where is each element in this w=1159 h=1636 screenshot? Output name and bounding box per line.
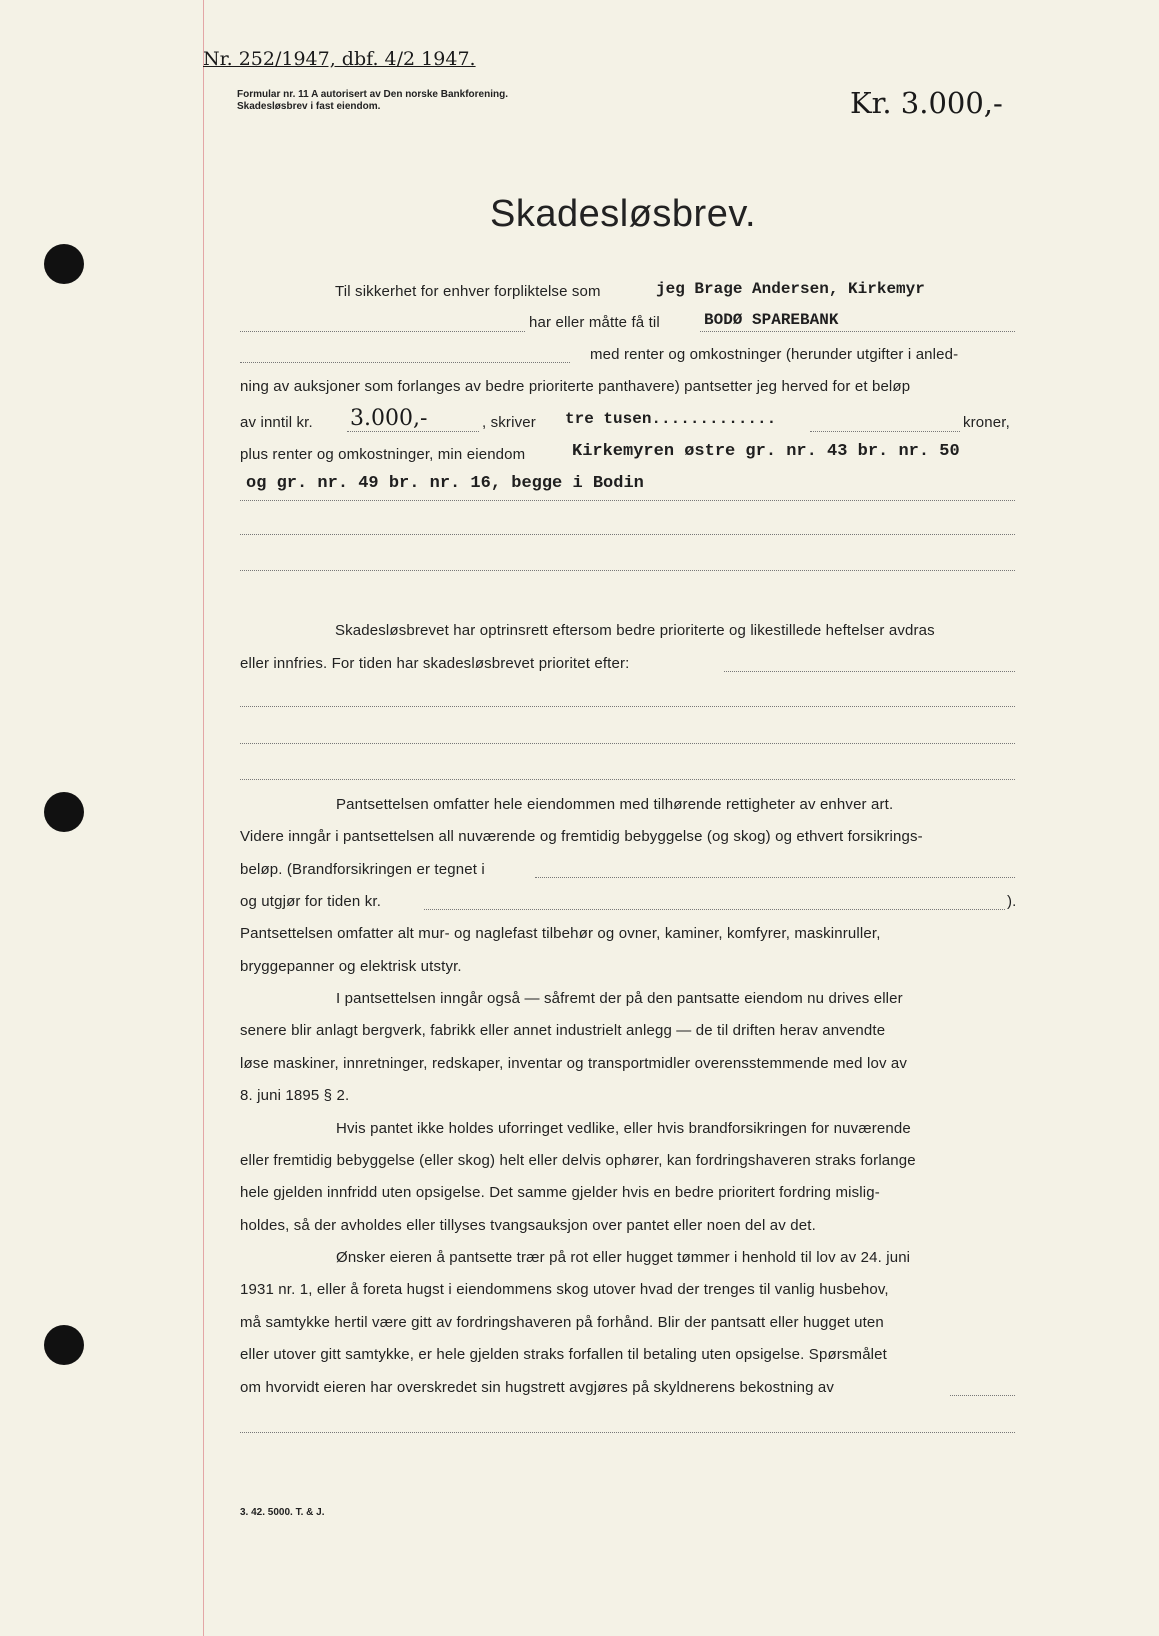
s3-line11: Hvis pantet ikke holdes uforringet vedlike, eller hvis brandforsikringen for nuværende xyxy=(336,1120,911,1137)
s3-line15: Ønsker eieren å pantsette trær på rot eller hugget tømmer i henhold til lov av 24. juni xyxy=(336,1249,911,1266)
s3-line7: I pantsettelsen inngår også — såfremt der på den pantsatte eiendom nu drives eller xyxy=(336,990,903,1007)
document-title: Skadesløsbrev. xyxy=(490,193,757,235)
blank-line xyxy=(240,706,1015,707)
s3-line12: eller fremtidig bebyggelse (eller skog) helt eller delvis ophører, kan fordringshaveren straks forlange xyxy=(240,1152,916,1169)
s2-line2: eller innfries. For tiden har skadesløsbrevet prioritet efter: xyxy=(240,655,630,672)
s3-line16: 1931 nr. 1, eller å foreta hugst i eiendommens skog utover hvad der trenges til vanlig husbehov, xyxy=(240,1281,889,1298)
margin-rule xyxy=(203,0,204,1636)
s3-line10: 8. juni 1895 § 2. xyxy=(240,1087,350,1104)
s1-line1-text: Til sikkerhet for enhver forpliktelse som xyxy=(335,283,601,300)
s1-line5-suffix: kroner, xyxy=(963,414,1010,431)
amount-figure: 3.000,- xyxy=(350,406,428,431)
blank-line xyxy=(240,362,570,363)
blank-line xyxy=(950,1395,1015,1396)
s3-line9: løse maskiner, innretninger, redskaper, inventar og transportmidler overensstemmende med lov av xyxy=(240,1055,908,1072)
blank-line xyxy=(535,877,1015,878)
blank-line xyxy=(700,331,1015,332)
blank-line xyxy=(240,570,1015,571)
blank-line xyxy=(347,431,479,432)
debtor-name: jeg Brage Andersen, Kirkemyr xyxy=(656,280,925,298)
s3-line2: Videre inngår i pantsettelsen all nuværende og fremtidig bebyggelse (og skog) og ethvert forsikrings- xyxy=(240,828,923,845)
s3-line5: Pantsettelsen omfatter alt mur- og naglefast tilbehør og ovner, kaminer, komfyrer, maskinruller, xyxy=(240,925,881,942)
s3-line6: bryggepanner og elektrisk utstyr. xyxy=(240,958,462,975)
amount-header: Kr. 3.000,- xyxy=(850,86,1003,120)
blank-line xyxy=(240,1432,1015,1433)
blank-line xyxy=(240,331,525,332)
form-note-line1: Formular nr. 11 A autorisert av Den norske Bankforening. xyxy=(237,89,509,100)
blank-line xyxy=(240,743,1015,744)
s2-line1: Skadesløsbrevet har optrinsrett eftersom bedre prioriterte og likestillede heftelser avdras xyxy=(335,622,935,639)
s3-line3: beløp. (Brandforsikringen er tegnet i xyxy=(240,861,485,878)
blank-line xyxy=(724,671,1015,672)
s3-line18: eller utover gitt samtykke, er hele gjelden straks forfallen til betaling uten opsigelse. Spørsmålet xyxy=(240,1346,887,1363)
s3-line4-suffix: ). xyxy=(1007,893,1017,910)
punch-hole xyxy=(44,792,84,832)
punch-hole xyxy=(44,1325,84,1365)
print-code: 3. 42. 5000. T. & J. xyxy=(240,1507,325,1518)
blank-line xyxy=(240,534,1015,535)
blank-line xyxy=(424,909,1005,910)
s3-line17: må samtykke hertil være gitt av fordringshaveren på forhånd. Blir der pantsatt eller hugget uten xyxy=(240,1314,884,1331)
s1-line6-text: plus renter og omkostninger, min eiendom xyxy=(240,446,526,463)
s1-line4: ning av auksjoner som forlanges av bedre prioriterte panthavere) pantsetter jeg herved for et beløp xyxy=(240,378,911,395)
registration-note: Nr. 252/1947, dbf. 4/2 1947. xyxy=(203,48,476,70)
s3-line13: hele gjelden innfridd uten opsigelse. Det samme gjelder hvis en bedre prioritert fordring mislig- xyxy=(240,1184,880,1201)
amount-words: tre tusen............. xyxy=(565,410,777,428)
s1-line2-text: har eller måtte få til xyxy=(529,314,660,331)
blank-line xyxy=(240,779,1015,780)
s1-line3: med renter og omkostninger (herunder utgifter i anled- xyxy=(590,346,959,363)
blank-line xyxy=(810,431,960,432)
creditor-name: BODØ SPAREBANK xyxy=(704,311,839,329)
s3-line1: Pantsettelsen omfatter hele eiendommen med tilhørende rettigheter av enhver art. xyxy=(336,796,894,813)
s3-line8: senere blir anlagt bergverk, fabrikk eller annet industrielt anlegg — de til driften herav anvendte xyxy=(240,1022,886,1039)
property-line2: og gr. nr. 49 br. nr. 16, begge i Bodin xyxy=(246,474,644,493)
s3-line19: om hvorvidt eieren har overskredet sin hugstrett avgjøres på skyldnerens bekostning av xyxy=(240,1379,835,1396)
s1-line5-text: av inntil kr. xyxy=(240,414,313,431)
form-note-line2: Skadesløsbrev i fast eiendom. xyxy=(237,101,381,112)
s1-line5-mid: , skriver xyxy=(482,414,536,431)
property-line1: Kirkemyren østre gr. nr. 43 br. nr. 50 xyxy=(572,442,960,461)
punch-hole xyxy=(44,244,84,284)
s3-line4-text: og utgjør for tiden kr. xyxy=(240,893,382,910)
s3-line14: holdes, så der avholdes eller tillyses tvangsauksjon over pantet eller noen del av det. xyxy=(240,1217,816,1234)
blank-line xyxy=(240,500,1015,501)
